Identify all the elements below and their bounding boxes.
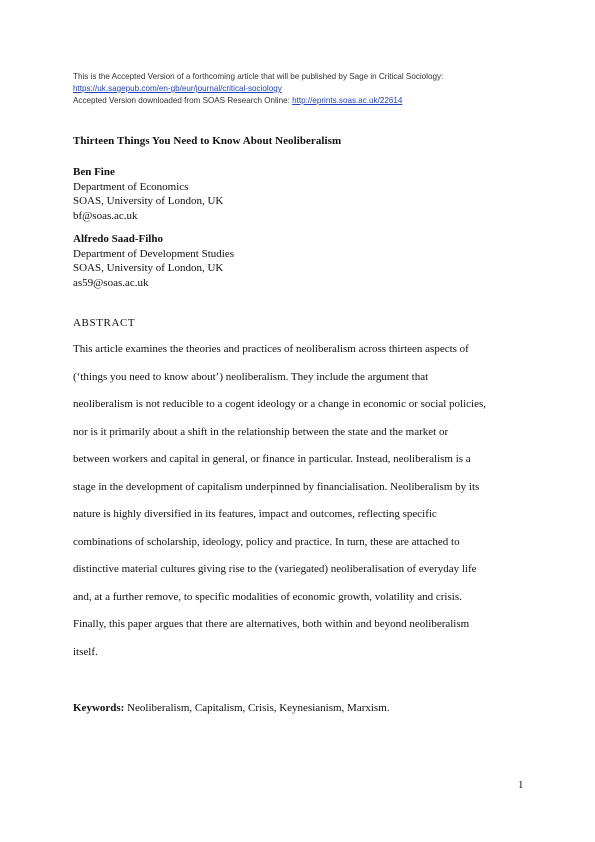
abstract-line: combinations of scholarship, ideology, policy and practice. In turn, these are attached to — [73, 535, 460, 548]
abstract-line: This article examines the theories and practices of neoliberalism across thirteen aspects of — [73, 343, 469, 355]
keywords-text: Neoliberalism, Capitalism, Crisis, Keynesianism, Marxism. — [127, 702, 390, 714]
author-name: Alfredo Saad-Filho — [73, 233, 163, 245]
author-institution: SOAS, University of London, UK — [73, 262, 224, 275]
accepted-version-notice — [73, 71, 543, 107]
notice-line: This is the Accepted Version of a forthcoming article that will be published by Sage in Critical Sociology: — [73, 72, 444, 81]
abstract-line: (‘things you need to know about’) neoliberalism. They include the argument that — [73, 370, 429, 383]
keywords — [73, 702, 390, 714]
abstract-line: nor is it primarily about a shift in the relationship between the state and the market or — [73, 425, 449, 438]
abstract-line: itself. — [73, 645, 98, 658]
abstract-line: between workers and capital in general, or finance in particular. Instead, neoliberalism is a — [73, 453, 471, 465]
author-block — [73, 232, 234, 291]
abstract-line: stage in the development of capitalism underpinned by financialisation. Neoliberalism by its — [73, 480, 480, 493]
author-department: Department of Development Studies — [73, 247, 234, 260]
eprints-link[interactable]: http://eprints.soas.ac.uk/22614 — [292, 96, 403, 105]
abstract-line: and, at a further remove, to specific modalities of economic growth, volatility and crisis. — [73, 590, 462, 603]
paper-title: Thirteen Things You Need to Know About Neoliberalism — [73, 135, 342, 147]
page-number: 1 — [518, 779, 524, 791]
abstract-line: distinctive material cultures giving rise to the (variegated) neoliberalisation of everyday life — [73, 563, 477, 575]
journal-link[interactable]: https://uk.sagepub.com/en-gb/eur/journal/critical-sociology — [73, 84, 282, 93]
abstract-body — [73, 342, 533, 672]
author-block — [73, 165, 223, 224]
abstract-line: Finally, this paper argues that there are alternatives, both within and beyond neoliberalism — [73, 618, 470, 630]
author-department: Department of Economics — [73, 180, 189, 193]
keywords-label: Keywords: — [73, 702, 125, 714]
author-email: bf@soas.ac.uk — [73, 210, 138, 223]
notice-line: Accepted Version downloaded from SOAS Research Online: — [73, 96, 293, 105]
abstract-line: nature is highly diversified in its features, impact and outcomes, reflecting specific — [73, 508, 437, 520]
author-email: as59@soas.ac.uk — [73, 277, 149, 290]
author-institution: SOAS, University of London, UK — [73, 195, 224, 208]
abstract-line: neoliberalism is not reducible to a cogent ideology or a change in economic or social policies, — [73, 398, 486, 410]
author-name: Ben Fine — [73, 166, 115, 178]
abstract-heading: ABSTRACT — [73, 317, 136, 329]
